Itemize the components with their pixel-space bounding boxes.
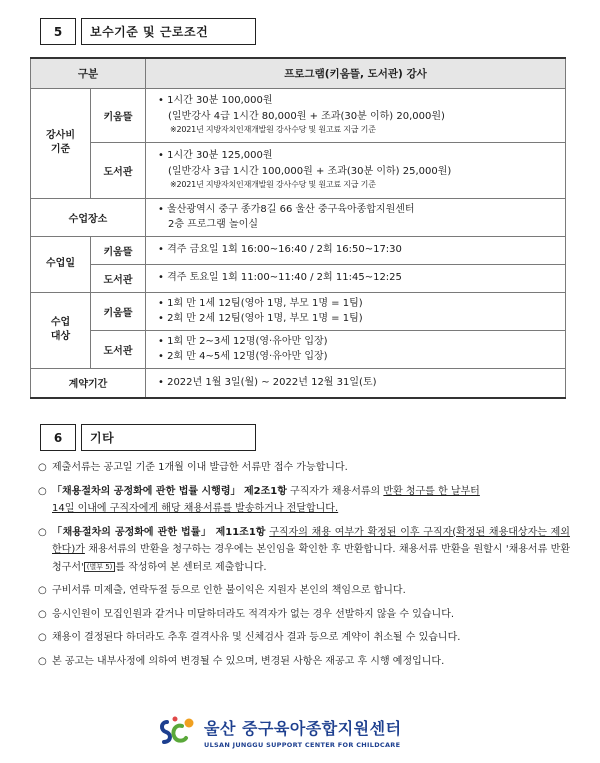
day-row-1-name: 키움뜰 xyxy=(91,236,146,264)
notice-list xyxy=(38,459,570,676)
notice-1-text: 제출서류는 공고일 기준 1개월 이내 발급한 서류만 접수 가능합니다. xyxy=(52,462,348,473)
logo-text xyxy=(204,716,402,749)
section-5-number: 5 xyxy=(40,18,76,45)
bullet-circle: ○ xyxy=(38,655,47,667)
section-6-heading xyxy=(40,424,256,451)
target-row-2-content xyxy=(146,330,566,368)
pay-row-1-line-1: • 1시간 30분 100,000원 xyxy=(158,95,273,107)
header-category: 구분 xyxy=(31,58,146,88)
list-item xyxy=(38,459,570,477)
target-row-1-line-2: • 2회 만 2세 12팀(영아 1명, 부모 1명 = 1팀) xyxy=(158,313,363,324)
notice-5-text: 응시인원이 모집인원과 같거나 미달하더라도 적격자가 없는 경우 선발하지 않을 수 있습니다. xyxy=(52,608,455,620)
law-reference: 「채용절차의 공정화에 관한 법률」 제11조1항 xyxy=(52,526,266,538)
notice-3-part: 채용서류의 반환을 청구하는 경우에는 본인임을 확인한 후 반환합니다. 채용서류 반환을 원할시 '채용서류 반환청구서' xyxy=(52,544,570,573)
table-row xyxy=(31,264,566,292)
notice-6-text: 채용이 결정된다 하더라도 추후 결격사유 및 신체검사 결과 등으로 계약이 취소될 수 있습니다. xyxy=(52,632,461,643)
target-row-1-content xyxy=(146,292,566,330)
list-item xyxy=(38,524,570,577)
day-row-1-content: • 격주 금요일 1회 16:00~16:40 / 2회 16:50~17:30 xyxy=(146,236,566,264)
notice-4-text: 구비서류 미제출, 연락두절 등으로 인한 불이익은 지원자 본인의 책임으로 합니다. xyxy=(52,585,406,596)
logo-english-name: ULSAN JUNGGU SUPPORT CENTER FOR CHILDCARE xyxy=(204,740,401,749)
conditions-table xyxy=(30,57,566,399)
list-item xyxy=(38,653,570,671)
section-6-number: 6 xyxy=(40,424,76,451)
pay-row-2-line-1: • 1시간 30분 125,000원 xyxy=(158,150,273,162)
pay-row-2-note: ※2021년 지방자치인재개발원 강사수당 및 원고료 지급 기준 xyxy=(170,180,376,190)
target-row-2-line-1: • 1회 만 2~3세 12명(영·유아만 입장) xyxy=(158,335,328,347)
notice-2-underlined-2: 14일 이내에 구직자에게 해당 채용서류를 발송하거나 전달합니다. xyxy=(52,503,339,514)
header-program: 프로그램(키움뜰, 도서관) 강사 xyxy=(146,58,566,88)
target-row-2-name: 도서관 xyxy=(91,330,146,368)
target-label xyxy=(31,292,91,368)
section-6-title: 기타 xyxy=(81,424,256,451)
table-row xyxy=(31,198,566,236)
notice-3-underlined: 구직자의 채용 여부가 확정된 이후 구직자(확정된 채용대상자는 제외한다)가 xyxy=(52,526,570,555)
law-reference: 「채용절차의 공정화에 관한 법률 시행령」 제2조1항 xyxy=(52,485,287,497)
pay-label xyxy=(31,88,91,198)
list-item xyxy=(38,606,570,624)
notice-7-text: 본 공고는 내부사정에 의하여 변경될 수 있으며, 변경된 사항은 재공고 후 시행 예정입니다. xyxy=(52,655,445,667)
section-5-title: 보수기준 및 근로조건 xyxy=(81,18,256,45)
bullet-circle: ○ xyxy=(38,632,47,643)
table-header-row xyxy=(31,58,566,88)
period-label: 계약기간 xyxy=(31,368,146,398)
table-row xyxy=(31,292,566,330)
target-row-2-line-2: • 2회 만 4~5세 12명(영·유아만 입장) xyxy=(158,351,328,362)
bullet-circle: ○ xyxy=(38,462,47,473)
pay-row-2-content xyxy=(146,142,566,198)
table-row xyxy=(31,142,566,198)
notice-2-underlined-1: 반환 청구를 한 날부터 xyxy=(383,485,480,497)
pay-row-2-line-2: (일반강사 3급 1시간 100,000원 + 조과(30분 이하) 25,000원) xyxy=(168,165,452,177)
pay-row-1-name: 키움뜰 xyxy=(91,88,146,142)
pay-row-1-content xyxy=(146,88,566,142)
table-row xyxy=(31,236,566,264)
list-item xyxy=(38,483,570,518)
target-row-1-line-1: • 1회 만 1세 12팀(영아 1명, 부모 1명 = 1팀) xyxy=(158,297,363,309)
list-item xyxy=(38,582,570,600)
section-5-heading xyxy=(40,18,256,45)
childcare-center-logo-icon xyxy=(158,714,198,750)
day-row-2-content: • 격주 토요일 1회 11:00~11:40 / 2회 11:45~12:25 xyxy=(146,264,566,292)
list-item xyxy=(38,629,570,647)
attachment-tag: (별부 5) xyxy=(84,562,116,572)
bullet-circle: ○ xyxy=(38,485,47,497)
bullet-circle: ○ xyxy=(38,526,47,538)
pay-row-1-note: ※2021년 지방자치인재개발원 강사수당 및 원고료 지급 기준 xyxy=(170,125,376,135)
notice-2-part: 구직자가 채용서류의 xyxy=(286,485,384,497)
day-label: 수업일 xyxy=(31,236,91,292)
bullet-circle: ○ xyxy=(38,585,47,596)
center-logo xyxy=(158,714,402,750)
pay-row-1-line-2: (일반강사 4급 1시간 80,000원 + 조과(30분 이하) 20,000원) xyxy=(168,110,445,122)
notice-3-end: 를 작성하여 본 센터로 제출합니다. xyxy=(115,561,267,573)
place-content xyxy=(146,198,566,236)
pay-row-2-name: 도서관 xyxy=(91,142,146,198)
target-row-1-name: 키움뜰 xyxy=(91,292,146,330)
logo-korean-name: 울산 중구육아종합지원센터 xyxy=(204,718,402,738)
pay-label-text: 강사비 기준 xyxy=(46,129,75,155)
place-line-2: 2층 프로그램 놀이실 xyxy=(168,219,258,230)
table-row xyxy=(31,330,566,368)
place-label: 수업장소 xyxy=(31,198,146,236)
target-label-text: 수업 대상 xyxy=(50,316,71,342)
table-row xyxy=(31,88,566,142)
place-line-1: • 울산광역시 중구 종가8길 66 울산 중구육아종합지원센터 xyxy=(158,203,415,215)
notice-2-text xyxy=(52,483,570,518)
bullet-circle: ○ xyxy=(38,608,47,620)
day-row-2-name: 도서관 xyxy=(91,264,146,292)
period-content: • 2022년 1월 3일(월) ~ 2022년 12월 31일(토) xyxy=(146,368,566,398)
table-row xyxy=(31,368,566,398)
notice-3-text xyxy=(52,524,570,577)
